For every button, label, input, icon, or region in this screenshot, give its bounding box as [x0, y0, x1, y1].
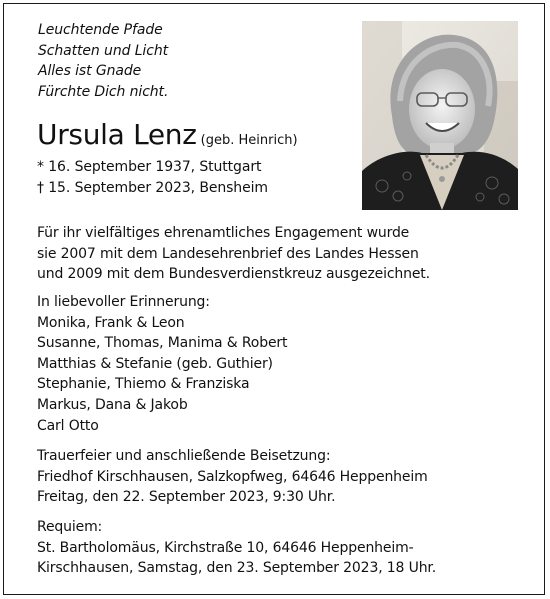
mourners-heading: In liebevoller Erinnerung: — [37, 294, 210, 310]
mourners-list — [37, 292, 287, 436]
mourner-name: Carl Otto — [37, 417, 99, 434]
mourner-name: Markus, Dana & Jakob — [37, 396, 188, 413]
birth-name: (geb. Heinrich) — [200, 133, 298, 148]
mourner-name: Susanne, Thomas, Manima & Robert — [37, 335, 288, 352]
funeral-heading: Trauerfeier und anschließende Beisetzung: — [37, 448, 331, 464]
mourner-name: Matthias & Stefanie (geb. Guthier) — [37, 355, 273, 372]
funeral-datetime: Freitag, den 22. September 2023, 9:30 Uhr. — [37, 489, 336, 506]
mourner-name: Monika, Frank & Leon — [37, 314, 185, 331]
tribute-line: und 2009 mit dem Bundesverdienstkreuz ausgezeichnet. — [37, 266, 430, 283]
death-date: † 15. September 2023, Bensheim — [37, 180, 268, 196]
tribute-line: Für ihr vielfältiges ehrenamtliches Engagement wurde — [37, 225, 410, 241]
poem-line: Schatten und Licht — [38, 42, 168, 59]
life-dates — [37, 157, 268, 199]
deceased-name: Ursula Lenz — [37, 118, 197, 151]
tribute-paragraph — [37, 223, 430, 285]
mourner-name: Stephanie, Thiemo & Franziska — [37, 376, 250, 393]
requiem-location: St. Bartholomäus, Kirchstraße 10, 64646 Heppenheim- — [37, 539, 414, 556]
poem-line: Leuchtende Pfade — [38, 22, 163, 38]
poem — [38, 20, 168, 102]
tribute-line: sie 2007 mit dem Landesehrenbrief des Landes Hessen — [37, 245, 419, 262]
requiem-datetime: Kirschhausen, Samstag, den 23. September 2023, 18 Uhr. — [37, 560, 437, 577]
requiem-details — [37, 517, 436, 579]
poem-line: Fürchte Dich nicht. — [38, 83, 169, 100]
funeral-details — [37, 446, 428, 508]
poem-line: Alles ist Gnade — [38, 63, 142, 79]
birth-date: * 16. September 1937, Stuttgart — [37, 159, 262, 175]
requiem-heading: Requiem: — [37, 519, 103, 535]
deceased-name-row — [37, 118, 298, 152]
portrait-photo — [362, 21, 518, 210]
funeral-location: Friedhof Kirschhausen, Salzkopfweg, 64646 Heppenheim — [37, 468, 428, 485]
